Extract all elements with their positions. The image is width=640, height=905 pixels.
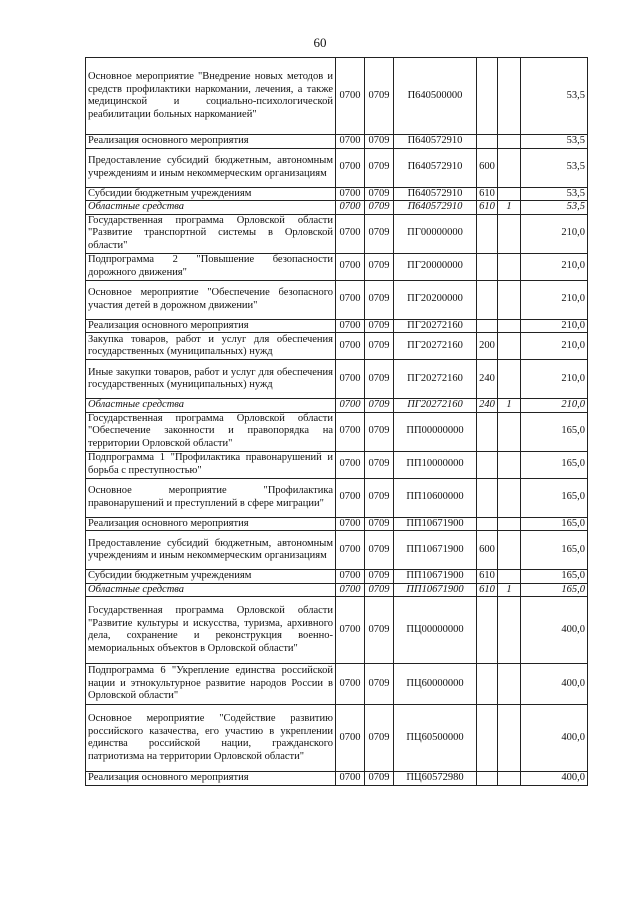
row-target-article: П640572910 <box>394 135 477 149</box>
row-expense-type <box>477 597 498 664</box>
row-target-article: ПП00000000 <box>394 412 477 451</box>
row-name: Государственная программа Орловской области "Обеспечение законности и правопорядка на территории Орловской области" <box>86 412 336 451</box>
row-subsection-code: 0709 <box>365 333 394 360</box>
row-subsection-code: 0709 <box>365 58 394 135</box>
row-name: Закупка товаров, работ и услуг для обеспечения государственных (муниципальных) нужд <box>86 333 336 360</box>
row-expense-type <box>477 412 498 451</box>
row-target-article: П640572910 <box>394 201 477 215</box>
row-subsection-code: 0709 <box>365 451 394 478</box>
row-name: Предоставление субсидий бюджетным, автономным учреждениям и иным некоммерческим организациям <box>86 531 336 570</box>
row-expense-type: 240 <box>477 360 498 399</box>
row-section-code: 0700 <box>336 399 365 413</box>
row-amount: 53,5 <box>521 201 588 215</box>
row-name: Реализация основного мероприятия <box>86 319 336 333</box>
row-section-code: 0700 <box>336 517 365 531</box>
row-expense-type: 610 <box>477 187 498 201</box>
row-section-code: 0700 <box>336 280 365 319</box>
row-subsection-code: 0709 <box>365 319 394 333</box>
row-funding-source: 1 <box>498 399 521 413</box>
row-funding-source <box>498 148 521 187</box>
table-row <box>86 148 588 187</box>
table-row <box>86 253 588 280</box>
row-section-code: 0700 <box>336 333 365 360</box>
table-row <box>86 360 588 399</box>
row-section-code: 0700 <box>336 201 365 215</box>
row-funding-source <box>498 253 521 280</box>
row-subsection-code: 0709 <box>365 187 394 201</box>
row-amount: 165,0 <box>521 531 588 570</box>
table-row <box>86 705 588 772</box>
row-funding-source <box>498 187 521 201</box>
row-section-code: 0700 <box>336 135 365 149</box>
row-section-code: 0700 <box>336 772 365 786</box>
row-target-article: ПГ20272160 <box>394 319 477 333</box>
row-funding-source <box>498 772 521 786</box>
row-name: Государственная программа Орловской области "Развитие культуры и искусства, туризма, архивного дела, сохранение и реконструкция военно-мемориальных объектов в Орловской области" <box>86 597 336 664</box>
row-target-article: ПП10671900 <box>394 531 477 570</box>
row-subsection-code: 0709 <box>365 253 394 280</box>
row-amount: 53,5 <box>521 148 588 187</box>
table-row <box>86 517 588 531</box>
row-subsection-code: 0709 <box>365 135 394 149</box>
row-subsection-code: 0709 <box>365 583 394 597</box>
row-name: Подпрограмма 1 "Профилактика правонарушений и борьба с преступностью" <box>86 451 336 478</box>
row-amount: 53,5 <box>521 187 588 201</box>
row-amount: 165,0 <box>521 583 588 597</box>
row-amount: 165,0 <box>521 570 588 584</box>
row-section-code: 0700 <box>336 583 365 597</box>
row-name: Реализация основного мероприятия <box>86 517 336 531</box>
row-name: Областные средства <box>86 201 336 215</box>
table-row <box>86 451 588 478</box>
row-subsection-code: 0709 <box>365 214 394 253</box>
row-funding-source <box>498 280 521 319</box>
row-funding-source <box>498 705 521 772</box>
row-section-code: 0700 <box>336 360 365 399</box>
row-name: Предоставление субсидий бюджетным, автономным учреждениям и иным некоммерческим организациям <box>86 148 336 187</box>
row-amount: 400,0 <box>521 705 588 772</box>
row-expense-type <box>477 214 498 253</box>
row-funding-source <box>498 478 521 517</box>
row-target-article: ПЦ60500000 <box>394 705 477 772</box>
row-name: Субсидии бюджетным учреждениям <box>86 570 336 584</box>
row-target-article: ПГ20272160 <box>394 333 477 360</box>
row-section-code: 0700 <box>336 570 365 584</box>
row-name: Подпрограмма 2 "Повышение безопасности дорожного движения" <box>86 253 336 280</box>
row-subsection-code: 0709 <box>365 664 394 705</box>
row-target-article: ПЦ00000000 <box>394 597 477 664</box>
row-section-code: 0700 <box>336 664 365 705</box>
row-expense-type <box>477 772 498 786</box>
row-funding-source <box>498 135 521 149</box>
row-amount: 210,0 <box>521 399 588 413</box>
row-section-code: 0700 <box>336 451 365 478</box>
row-funding-source <box>498 664 521 705</box>
row-amount: 210,0 <box>521 333 588 360</box>
row-name: Основное мероприятие "Содействие развитию российского казачества, его участию в укреплении единства российской нации, гражданского патриотизма на территории Орловской области" <box>86 705 336 772</box>
table-row <box>86 412 588 451</box>
row-funding-source <box>498 531 521 570</box>
table-body <box>86 58 588 786</box>
row-target-article: ПГ00000000 <box>394 214 477 253</box>
row-target-article: ПЦ60000000 <box>394 664 477 705</box>
row-amount: 400,0 <box>521 597 588 664</box>
row-funding-source <box>498 214 521 253</box>
row-subsection-code: 0709 <box>365 399 394 413</box>
table-row <box>86 478 588 517</box>
row-expense-type: 610 <box>477 201 498 215</box>
row-expense-type <box>477 58 498 135</box>
row-funding-source <box>498 597 521 664</box>
table-row <box>86 399 588 413</box>
row-amount: 400,0 <box>521 772 588 786</box>
row-section-code: 0700 <box>336 319 365 333</box>
table-row <box>86 214 588 253</box>
row-section-code: 0700 <box>336 478 365 517</box>
row-expense-type: 610 <box>477 583 498 597</box>
row-section-code: 0700 <box>336 597 365 664</box>
row-expense-type <box>477 451 498 478</box>
row-subsection-code: 0709 <box>365 705 394 772</box>
row-expense-type: 200 <box>477 333 498 360</box>
row-target-article: ПП10671900 <box>394 583 477 597</box>
row-amount: 210,0 <box>521 319 588 333</box>
row-funding-source <box>498 570 521 584</box>
budget-table <box>85 57 588 786</box>
row-target-article: П640572910 <box>394 148 477 187</box>
row-subsection-code: 0709 <box>365 412 394 451</box>
table-row <box>86 187 588 201</box>
table-row <box>86 333 588 360</box>
row-amount: 210,0 <box>521 280 588 319</box>
row-target-article: ПП10600000 <box>394 478 477 517</box>
row-subsection-code: 0709 <box>365 360 394 399</box>
row-funding-source <box>498 360 521 399</box>
row-expense-type: 600 <box>477 531 498 570</box>
page-number: 60 <box>313 35 327 50</box>
row-name: Областные средства <box>86 583 336 597</box>
row-amount: 210,0 <box>521 253 588 280</box>
row-subsection-code: 0709 <box>365 772 394 786</box>
row-amount: 210,0 <box>521 360 588 399</box>
row-subsection-code: 0709 <box>365 280 394 319</box>
table-row <box>86 58 588 135</box>
row-section-code: 0700 <box>336 531 365 570</box>
row-target-article: ПП10671900 <box>394 570 477 584</box>
row-target-article: П640572910 <box>394 187 477 201</box>
row-funding-source <box>498 451 521 478</box>
row-section-code: 0700 <box>336 412 365 451</box>
row-name: Основное мероприятие "Обеспечение безопасного участия детей в дорожном движении" <box>86 280 336 319</box>
table-row <box>86 570 588 584</box>
row-funding-source <box>498 517 521 531</box>
row-name: Реализация основного мероприятия <box>86 135 336 149</box>
row-expense-type: 610 <box>477 570 498 584</box>
row-amount: 400,0 <box>521 664 588 705</box>
row-subsection-code: 0709 <box>365 478 394 517</box>
table-row <box>86 772 588 786</box>
row-expense-type <box>477 478 498 517</box>
row-section-code: 0700 <box>336 253 365 280</box>
row-expense-type <box>477 319 498 333</box>
row-funding-source: 1 <box>498 583 521 597</box>
table-row <box>86 531 588 570</box>
row-expense-type <box>477 517 498 531</box>
table-row <box>86 583 588 597</box>
row-amount: 165,0 <box>521 478 588 517</box>
row-expense-type: 240 <box>477 399 498 413</box>
row-amount: 53,5 <box>521 135 588 149</box>
row-subsection-code: 0709 <box>365 517 394 531</box>
row-subsection-code: 0709 <box>365 201 394 215</box>
row-target-article: ПГ20272160 <box>394 360 477 399</box>
row-expense-type: 600 <box>477 148 498 187</box>
row-funding-source: 1 <box>498 201 521 215</box>
table-row <box>86 319 588 333</box>
row-target-article: ПГ20000000 <box>394 253 477 280</box>
row-name: Областные средства <box>86 399 336 413</box>
row-target-article: ПГ20272160 <box>394 399 477 413</box>
row-subsection-code: 0709 <box>365 597 394 664</box>
row-expense-type <box>477 280 498 319</box>
row-funding-source <box>498 58 521 135</box>
row-name: Субсидии бюджетным учреждениям <box>86 187 336 201</box>
table-row <box>86 664 588 705</box>
row-name: Государственная программа Орловской области "Развитие транспортной системы в Орловской области" <box>86 214 336 253</box>
row-name: Основное мероприятие "Внедрение новых методов и средств профилактики наркомании, лечения, а также медицинской и социально-психологической реабилитации больных наркоманией" <box>86 58 336 135</box>
row-name: Основное мероприятие "Профилактика правонарушений и преступлений в сфере миграции" <box>86 478 336 517</box>
row-amount: 165,0 <box>521 451 588 478</box>
row-target-article: ПЦ60572980 <box>394 772 477 786</box>
row-subsection-code: 0709 <box>365 570 394 584</box>
row-target-article: ПП10000000 <box>394 451 477 478</box>
row-target-article: ПГ20200000 <box>394 280 477 319</box>
row-section-code: 0700 <box>336 705 365 772</box>
row-amount: 53,5 <box>521 58 588 135</box>
row-funding-source <box>498 333 521 360</box>
row-section-code: 0700 <box>336 58 365 135</box>
row-expense-type <box>477 705 498 772</box>
row-name: Подпрограмма 6 "Укрепление единства российской нации и этнокультурное развитие народов России в Орловской области" <box>86 664 336 705</box>
row-expense-type <box>477 135 498 149</box>
row-section-code: 0700 <box>336 148 365 187</box>
row-name: Реализация основного мероприятия <box>86 772 336 786</box>
row-subsection-code: 0709 <box>365 531 394 570</box>
row-expense-type <box>477 664 498 705</box>
row-funding-source <box>498 319 521 333</box>
row-subsection-code: 0709 <box>365 148 394 187</box>
row-section-code: 0700 <box>336 214 365 253</box>
table-row <box>86 201 588 215</box>
table-row <box>86 135 588 149</box>
row-expense-type <box>477 253 498 280</box>
table-row <box>86 280 588 319</box>
row-target-article: ПП10671900 <box>394 517 477 531</box>
row-name: Иные закупки товаров, работ и услуг для обеспечения государственных (муниципальных) нужд <box>86 360 336 399</box>
row-amount: 165,0 <box>521 412 588 451</box>
row-amount: 165,0 <box>521 517 588 531</box>
row-section-code: 0700 <box>336 187 365 201</box>
row-amount: 210,0 <box>521 214 588 253</box>
row-funding-source <box>498 412 521 451</box>
table-row <box>86 597 588 664</box>
row-target-article: П640500000 <box>394 58 477 135</box>
